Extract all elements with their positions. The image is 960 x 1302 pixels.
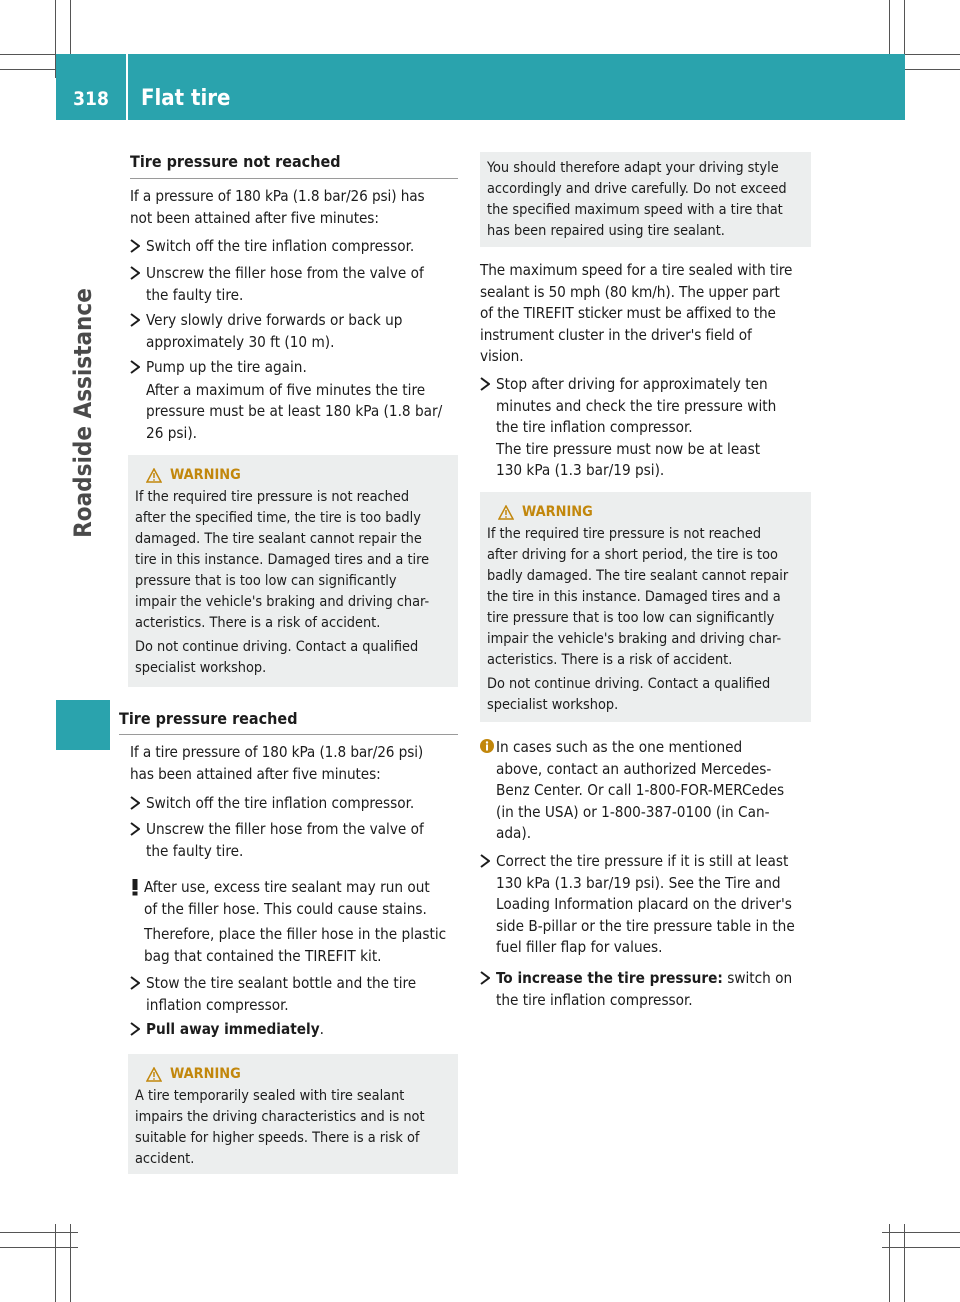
- info-note: In cases such as the one mentioned above, contact an authorized Mercedes- Benz Center. Or call 1-800-FOR-MERCedes (in the USA) or 1-800-387-0100 (in Can- ada).: [480, 737, 814, 845]
- crop-mark: [0, 1247, 78, 1248]
- caution-note: After use, excess tire sealant may run out of the filler hose. This could cause stains. Therefore, place the filler hose in the plastic bag that contained the TIREFIT kit.: [130, 877, 462, 967]
- crop-mark: [882, 1232, 960, 1233]
- paragraph: The maximum speed for a tire sealed with tire sealant is 50 mph (80 km/h). The upper part of the TIREFIT sticker must be affixed to the instrument cluster in the driver's field of vision.: [480, 261, 793, 365]
- info-icon: [480, 739, 494, 753]
- heading-rule: [130, 178, 458, 179]
- step-arrow-icon: [480, 377, 490, 391]
- warning-text: You should therefore adapt your driving style accordingly and drive carefully. Do not exceed the specified maximum speed with a tire that has been repaired using tire sealant.: [487, 160, 787, 239]
- step-arrow-icon: [130, 822, 140, 836]
- side-section-label: Roadside Assistance: [69, 288, 97, 538]
- warning-box: [480, 492, 811, 722]
- warning-triangle-icon: [498, 505, 514, 520]
- crop-mark: [889, 1224, 890, 1302]
- paragraph: If a tire pressure of 180 kPa (1.8 bar/26 psi) has been attained after five minutes:: [130, 743, 424, 783]
- crop-mark: [0, 1232, 78, 1233]
- exclamation-icon: [131, 878, 139, 896]
- step-arrow-icon: [130, 266, 140, 280]
- instruction-step: Pull away immediately.: [130, 1019, 460, 1041]
- instruction-step: Correct the tire pressure if it is still at least 130 kPa (1.3 bar/19 psi). See the Tire and Loading Information placard on the driver's side B-pillar or the tire pressure table in the fuel filler flap for values.: [480, 851, 814, 959]
- instruction-step: Pump up the tire again. After a maximum of five minutes the tire pressure must be at least 180 kPa (1.8 bar/ 26 psi).: [130, 357, 460, 444]
- step-arrow-icon: [130, 976, 140, 990]
- step-arrow-icon: [480, 971, 490, 985]
- side-tab-marker: [56, 700, 110, 750]
- warning-title: WARNING: [498, 501, 804, 523]
- chapter-title: Flat tire: [141, 86, 231, 111]
- step-arrow-icon: [130, 796, 140, 810]
- warning-text: Do not continue driving. Contact a qualified specialist workshop.: [135, 639, 419, 676]
- instruction-step: Switch off the tire inflation compressor.: [130, 793, 460, 815]
- instruction-step: To increase the tire pressure: switch on the tire inflation compressor.: [480, 968, 814, 1011]
- crop-mark: [55, 1224, 56, 1302]
- warning-text: If the required tire pressure is not reached after the specified time, the tire is too badly damaged. The tire sealant cannot repair the tire in this instance. Damaged tires and a tire pressure that is too low can significantly impair the vehicle's braking and driving char- acteristics. There is a risk of accident.: [135, 489, 430, 631]
- warning-triangle-icon: [146, 468, 162, 483]
- heading-rule: [119, 734, 458, 735]
- paragraph: If a pressure of 180 kPa (1.8 bar/26 psi) has not been attained after five minutes:: [130, 187, 425, 227]
- instruction-step: Very slowly drive forwards or back up approximately 30 ft (10 m).: [130, 310, 460, 353]
- step-arrow-icon: [130, 313, 140, 327]
- instruction-step: Unscrew the filler hose from the valve of the faulty tire.: [130, 819, 460, 862]
- section-heading: Tire pressure not reached: [130, 152, 341, 171]
- crop-mark: [904, 1224, 905, 1302]
- instruction-step: Switch off the tire inflation compressor.: [130, 236, 460, 258]
- section-heading: Tire pressure reached: [119, 709, 298, 728]
- instruction-step: Stop after driving for approximately ten minutes and check the tire pressure with the tire inflation compressor. The tire pressure must now be at least 130 kPa (1.3 bar/19 psi).: [480, 374, 814, 482]
- warning-box-continued: [480, 152, 811, 247]
- step-arrow-icon: [480, 854, 490, 868]
- instruction-step: Unscrew the filler hose from the valve of the faulty tire.: [130, 263, 460, 306]
- instruction-step: Stow the tire sealant bottle and the tire inflation compressor.: [130, 973, 460, 1016]
- crop-mark: [70, 1224, 71, 1302]
- header-separator: [126, 54, 128, 120]
- warning-box: [128, 1054, 458, 1174]
- page-number: 318: [73, 88, 109, 110]
- step-arrow-icon: [130, 360, 140, 374]
- step-arrow-icon: [130, 1022, 140, 1036]
- warning-text: Do not continue driving. Contact a qualified specialist workshop.: [487, 676, 771, 713]
- warning-triangle-icon: [146, 1067, 162, 1082]
- warning-text: A tire temporarily sealed with tire sealant impairs the driving characteristics and is not suitable for higher speeds. There is a risk of accident.: [135, 1088, 425, 1167]
- crop-mark: [882, 1247, 960, 1248]
- warning-box: [128, 455, 458, 687]
- step-arrow-icon: [130, 239, 140, 253]
- warning-title: WARNING: [146, 1063, 451, 1085]
- warning-title: WARNING: [146, 464, 451, 486]
- warning-text: If the required tire pressure is not reached after driving for a short period, the tire is too badly damaged. The tire sealant cannot repair the tire in this instance. Damaged tires and a tire pressure that is too low can significantly impair the vehicle's braking and driving char- acteristics. There is a risk of accident.: [487, 526, 789, 668]
